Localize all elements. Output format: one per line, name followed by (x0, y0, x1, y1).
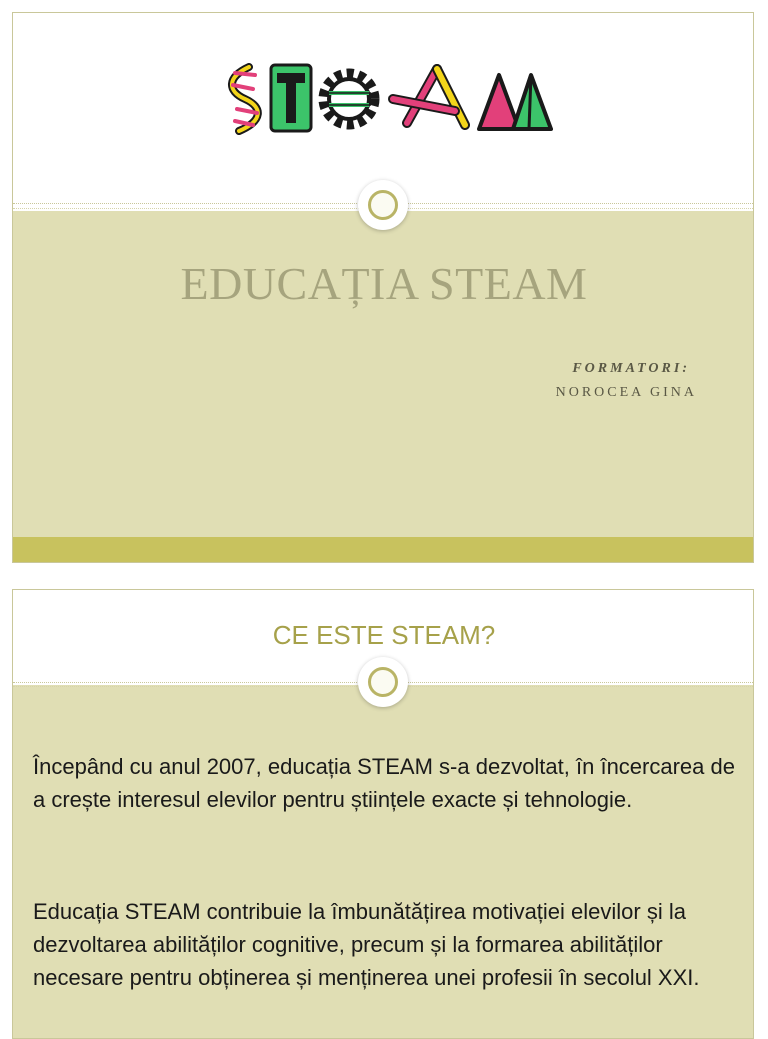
slide-heading: CE ESTE STEAM? (272, 620, 496, 650)
steam-logo (223, 63, 553, 135)
paint-brushes-icon (393, 69, 465, 125)
slide-what-is-steam (12, 589, 754, 1039)
slide-title-text: EDUCAȚIA STEAM (180, 258, 588, 309)
ring-ornament-icon (358, 657, 408, 707)
paragraph-benefits: Educația STEAM contribuie la îmbunătățirea motivației elevilor și la dezvoltarea abilităților cognitive, precum și la formarea abilităților necesare pentru obținerea și menținerea unei profesii în secolul XXI. (33, 899, 700, 990)
gear-icon (323, 73, 375, 125)
dna-helix-icon (232, 67, 258, 131)
cone-pyramid-icon (479, 75, 551, 129)
trainers-label: FORMATORI: (572, 361, 690, 376)
slide-title (12, 12, 754, 563)
paragraph-history: Începând cu anul 2007, educația STEAM s-a dezvoltat, în încercarea de a crește interesul elevilor pentru științele exacte și tehnologie. (33, 754, 735, 812)
letter-t-icon (271, 65, 311, 131)
slide-footer-bar (13, 537, 753, 563)
ring-ornament-icon (358, 180, 408, 230)
trainer-name: NOROCEA GINA (555, 385, 697, 400)
